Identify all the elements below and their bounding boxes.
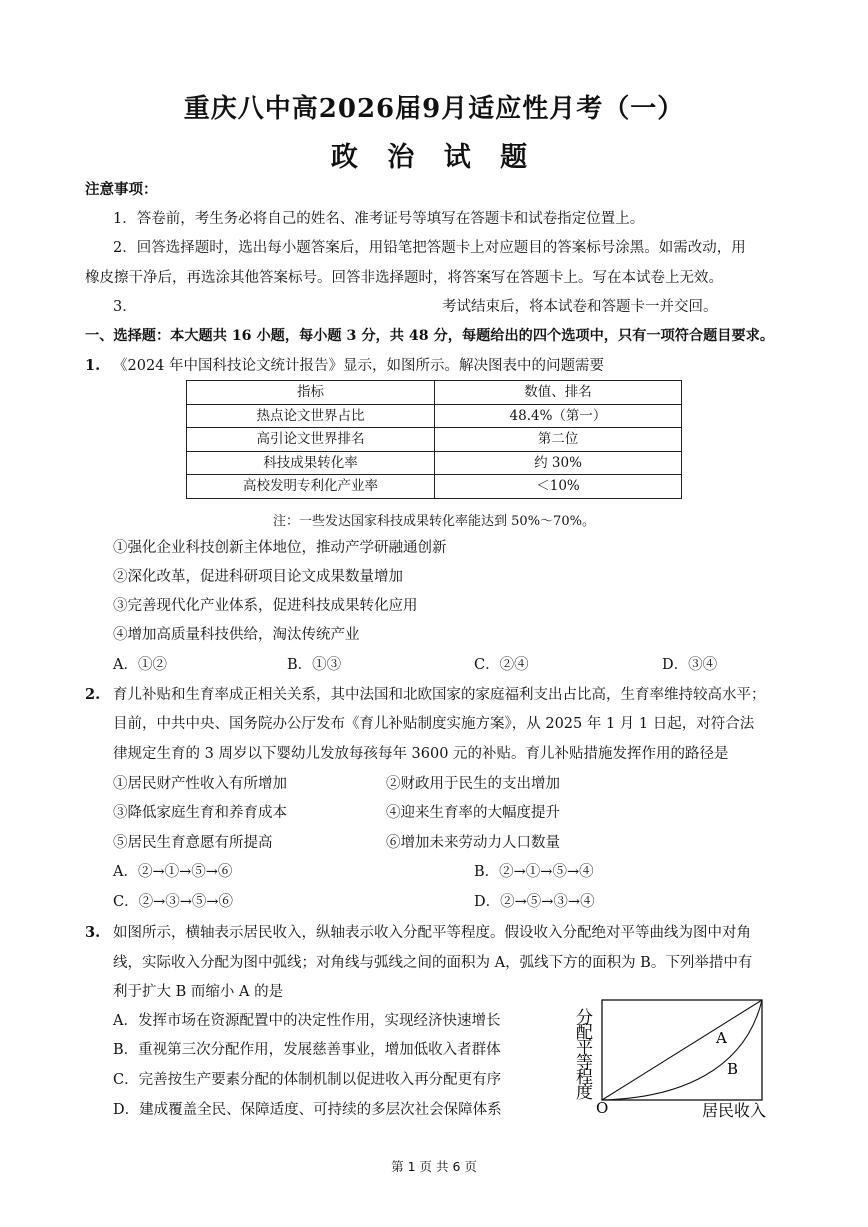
q1-statement-2: ②深化改革，促进科研项目论文成果数量增加 [113,569,403,585]
x-axis-label: 居民收入 [702,1101,767,1120]
table-row [187,428,682,452]
stats-table [186,380,682,499]
q2-statement-4: ④迎来生育率的大幅度提升 [386,805,560,821]
y-axis-label: 分配平等程度 [572,1008,592,1098]
table-cell: 高引论文世界排名 [187,428,435,452]
table-cell: 第二位 [435,428,682,452]
table-row [187,404,682,428]
equality-diagonal [602,1000,762,1100]
page-footer: 第 1 页 共 6 页 [391,1159,477,1174]
q2-option-c[interactable]: C．②→③→⑤→⑥ [113,894,234,910]
notice-item-1: 1．答卷前，考生务必将自己的姓名、准考证号等填写在答题卡和试卷指定位置上。 [113,211,645,227]
q3-option-b[interactable]: B．重视第三次分配作用，发展慈善事业，增加低收入者群体 [113,1042,501,1058]
table-cell: 科技成果转化率 [187,451,435,475]
question-2-stem-line-1: 育儿补贴和生育率成正相关关系，其中法国和北欧国家的家庭福利支出占比高，生育率维持较高水平； [113,687,766,703]
question-2-number: 2. [85,686,101,703]
table-header-cell: 指标 [187,381,435,405]
q2-statement-5: ⑤居民生育意愿有所提高 [113,835,273,851]
table-header-cell: 数值、排名 [435,381,682,405]
q1-option-c[interactable]: C．②④ [474,657,529,673]
question-3-stem-line-2: 线，实际收入分配为图中弧线；对角线与弧线之间的面积为 A，弧线下方的面积为 B。下列举措中有 [113,955,753,971]
q3-option-d[interactable]: D．建成覆盖全民、保障适度、可持续的多层次社会保障体系 [113,1102,502,1118]
table-cell: 热点论文世界占比 [187,404,435,428]
question-3-number: 3. [85,924,101,941]
notice-item-3-num: 3． [113,299,137,315]
table-row [187,451,682,475]
notice-item-3-text: 考试结束后，将本试卷和答题卡一并交回。 [442,299,718,315]
q1-option-b[interactable]: B．①③ [287,657,342,673]
notice-item-2-cont: 橡皮擦干净后，再选涂其他答案标号。回答非选择题时，将答案写在答题卡上。写在本试卷上无效。 [85,270,723,286]
q1-statement-1: ①强化企业科技创新主体地位，推动产学研融通创新 [113,540,447,556]
table-note: 注：一些发达国家科技成果转化率能达到 50%～70%。 [273,514,595,529]
question-2-stem-line-2: 目前，中共中央、国务院办公厅发布《育儿补贴制度实施方案》，从 2025 年 1 月 1 日起，对符合法 [113,716,755,732]
q2-option-a[interactable]: A．②→①→⑤→⑥ [113,864,233,880]
q2-statement-1: ①居民财产性收入有所增加 [113,776,287,792]
q1-statement-4: ④增加高质量科技供给，淘汰传统产业 [113,627,360,643]
table-cell: 约 30% [435,451,682,475]
area-b-label: B [727,1060,739,1078]
notice-item-2: 2．回答选择题时，选出每小题答案后，用铅笔把答题卡上对应题目的答案标号涂黑。如需改动，用 [113,240,746,256]
question-2-stem-line-3: 律规定生育的 3 周岁以下婴幼儿发放每孩每年 3600 元的补贴。育儿补贴措施发挥作用的路径是 [113,746,729,762]
notice-heading: 注意事项： [85,181,158,198]
table-cell: 高校发明专利化产业率 [187,475,435,499]
q2-statement-6: ⑥增加未来劳动力人口数量 [386,835,560,851]
q2-option-d[interactable]: D．②→⑤→③→④ [474,894,595,910]
table-cell: ＜10% [435,475,682,499]
question-3-stem-line-1: 如图所示，横轴表示居民收入，纵轴表示收入分配平等程度。假设收入分配绝对平等曲线为图中对角 [113,925,751,941]
question-1-stem: 《2024 年中国科技论文统计报告》显示，如图所示。解决图表中的问题需要 [113,358,605,374]
q1-option-d[interactable]: D．③④ [662,657,718,673]
q3-option-c[interactable]: C．完善按生产要素分配的体制机制以促进收入再分配更有序 [113,1072,502,1088]
origin-label: O [596,1099,609,1117]
exam-title: 重庆八中高2026届9月适应性月考（一） [183,94,685,124]
table-row [187,475,682,499]
income-distribution-graph [570,990,790,1125]
table-header-row [187,381,682,405]
q2-option-b[interactable]: B．②→①→⑤→④ [474,864,594,880]
q1-option-a[interactable]: A．①② [113,657,167,673]
q3-option-a[interactable]: A．发挥市场在资源配置中的决定性作用，实现经济快速增长 [113,1013,501,1029]
table-cell: 48.4%（第一） [435,404,682,428]
area-a-label: A [716,1029,727,1047]
q2-statement-3: ③降低家庭生育和养育成本 [113,805,287,821]
section-heading: 一、选择题：本大题共 16 小题，每小题 3 分，共 48 分，每题给出的四个选项中，只有一项符合题目要求。 [85,328,775,344]
question-3-stem-line-3: 利于扩大 B 而缩小 A 的是 [113,984,284,1000]
exam-subject: 政 治 试 题 [330,142,538,173]
question-1-number: 1. [85,357,101,374]
q1-statement-3: ③完善现代化产业体系，促进科技成果转化应用 [113,598,418,614]
q2-statement-2: ②财政用于民生的支出增加 [386,776,560,792]
